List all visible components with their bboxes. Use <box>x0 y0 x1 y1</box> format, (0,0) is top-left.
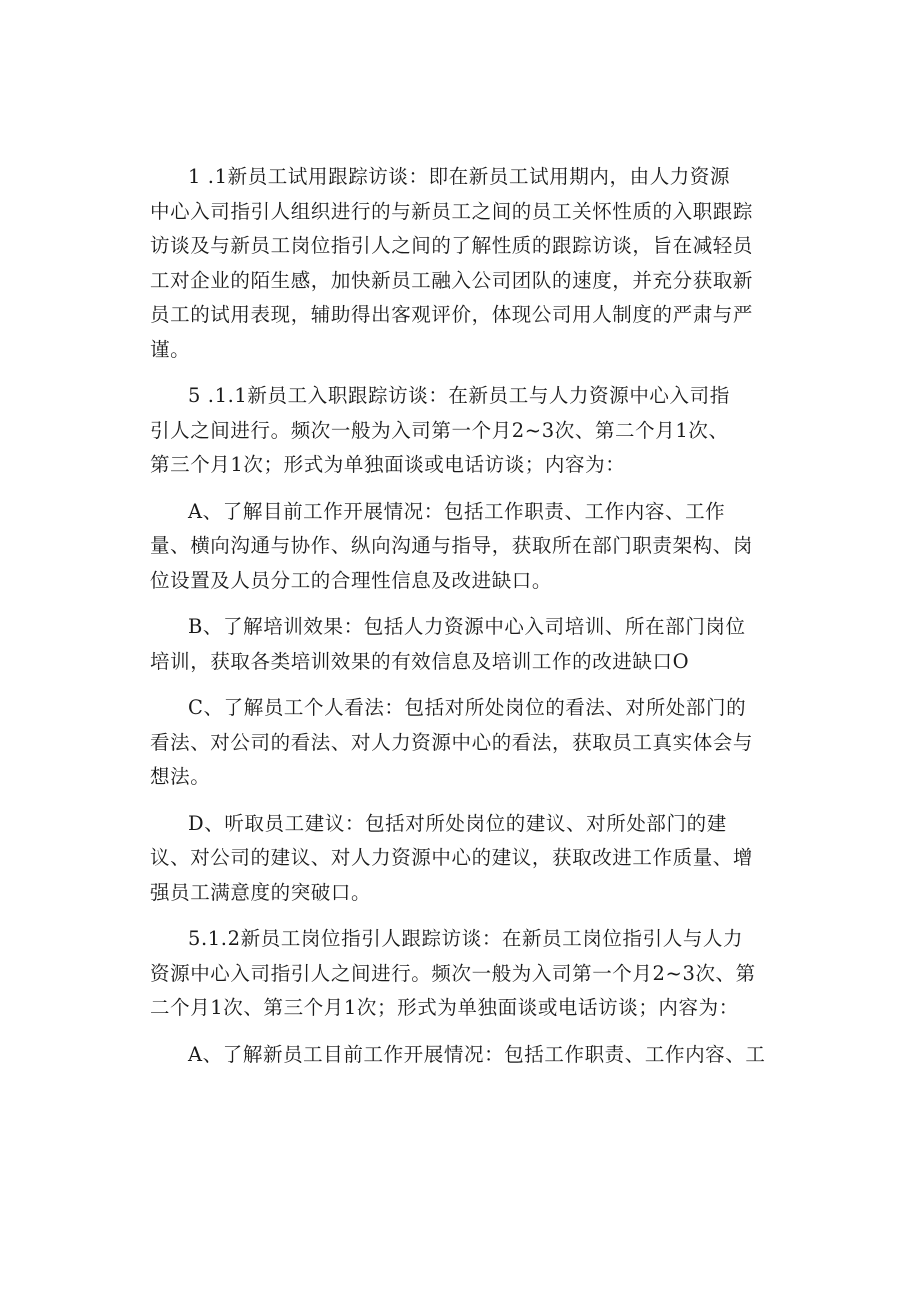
text-line: C、了解员工个人看法：包括对所处岗位的看法、对所处部门的 <box>188 696 747 719</box>
text-line: 5 .1.1新员工入职跟踪访谈：在新员工与人力资源中心入司指 <box>188 384 730 407</box>
text-line: 员工的试用表现，辅助得出客观评价，体现公司用人制度的严肃与严 <box>150 303 754 326</box>
text-line: 第三个月1次；形式为单独面谈或电话访谈；内容为： <box>150 453 626 476</box>
text-line: 1 .1新员工试用跟踪访谈：即在新员工试用期内，由人力资源 <box>188 165 731 188</box>
paragraph-item-c <box>150 691 770 795</box>
paragraph-5-1-2 <box>150 922 770 1026</box>
paragraph-1-1 <box>150 160 770 367</box>
text-line: 引人之间进行。频次一般为入司第一个月2~3次、第二个月1次、 <box>150 418 729 442</box>
text-line: 工对企业的陌生感，加快新员工融入公司团队的速度，并充分获取新 <box>150 268 754 292</box>
text-line: 资源中心入司指引人之间进行。频次一般为入司第一个月2~3次、第 <box>150 961 756 985</box>
text-line: B、了解培训效果：包括人力资源中心入司培训、所在部门岗位 <box>188 615 746 638</box>
text-line: 强员工满意度的突破口。 <box>150 880 372 904</box>
text-line: 二个月1次、第三个月1次；形式为单独面谈或电话访谈；内容为： <box>150 996 739 1019</box>
paragraph-item-a-2 <box>150 1038 770 1073</box>
text-line: 想法。 <box>150 765 211 788</box>
text-line: 5.1.2新员工岗位指引人跟踪访谈：在新员工岗位指引人与人力 <box>188 927 744 950</box>
paragraph-item-b <box>150 610 770 679</box>
text-line: 访谈及与新员工岗位指引人之间的了解性质的跟踪访谈，旨在减轻员 <box>150 234 754 257</box>
text-line: 看法、对公司的看法、对人力资源中心的看法，获取员工真实体会与 <box>150 730 754 754</box>
paragraph-item-d <box>150 807 770 911</box>
text-line: 议、对公司的建议、对人力资源中心的建议，获取改进工作质量、增 <box>150 846 754 869</box>
text-line: A、了解目前工作开展情况：包括工作职责、工作内容、工作 <box>188 499 726 523</box>
paragraph-5-1-1 <box>150 379 770 483</box>
text-line: D、听取员工建议：包括对所处岗位的建议、对所处部门的建 <box>188 811 727 835</box>
text-line: A、了解新员工目前工作开展情况：包括工作职责、工作内容、工 <box>188 1042 766 1066</box>
text-line: 位设置及人员分工的合理性信息及改进缺口。 <box>150 568 553 592</box>
text-line: 培训，获取各类培训效果的有效信息及培训工作的改进缺口O <box>150 649 690 673</box>
document-body <box>150 160 770 1072</box>
text-line: 量、横向沟通与协作、纵向沟通与指导，获取所在部门职责架构、岗 <box>150 534 754 557</box>
text-line: 中心入司指引人组织进行的与新员工之间的员工关怀性质的入职跟踪 <box>150 199 754 223</box>
paragraph-item-a <box>150 495 770 599</box>
text-line: 谨。 <box>150 337 191 361</box>
